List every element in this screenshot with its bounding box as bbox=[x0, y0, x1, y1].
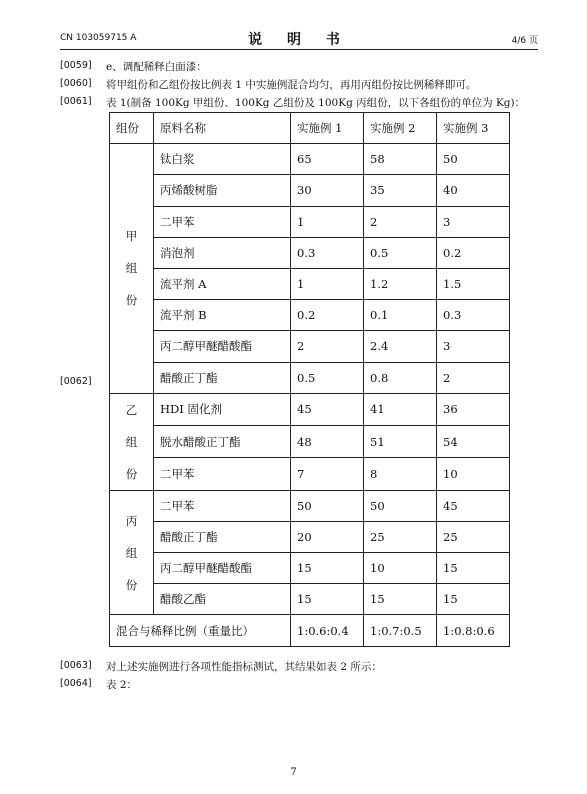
table-row bbox=[110, 458, 510, 490]
quantity-value: 1 bbox=[291, 268, 364, 299]
quantity-value: 54 bbox=[437, 426, 510, 458]
paragraph-number: [0063] bbox=[60, 660, 92, 671]
quantity-value: 2 bbox=[437, 362, 510, 393]
quantity-value: 40 bbox=[437, 175, 510, 206]
paragraph-number: [0060] bbox=[60, 78, 92, 89]
quantity-value: 10 bbox=[364, 553, 437, 584]
material-name: 钛白浆 bbox=[154, 144, 291, 175]
paragraph-number: [0064] bbox=[60, 678, 92, 689]
group-label-char: 甲 bbox=[125, 229, 138, 244]
quantity-value: 8 bbox=[364, 458, 437, 490]
quantity-value: 0.5 bbox=[291, 362, 364, 393]
quantity-value: 35 bbox=[364, 175, 437, 206]
column-header: 实施例 1 bbox=[291, 113, 364, 144]
quantity-value: 10 bbox=[437, 458, 510, 490]
group-label bbox=[110, 505, 153, 601]
paragraph-text: e、调配稀释白面漆： bbox=[106, 61, 207, 73]
table-row bbox=[110, 426, 510, 458]
material-name: 流平剂 A bbox=[154, 268, 291, 299]
quantity-value: 0.1 bbox=[364, 300, 437, 331]
quantity-value: 1.2 bbox=[364, 268, 437, 299]
quantity-value: 15 bbox=[364, 584, 437, 615]
table-row bbox=[110, 490, 510, 521]
paragraph-number: [0059] bbox=[60, 60, 92, 71]
quantity-value: 36 bbox=[437, 393, 510, 425]
column-header: 实施例 2 bbox=[364, 113, 437, 144]
column-header: 原料名称 bbox=[154, 113, 291, 144]
paragraph-text: 表 2： bbox=[106, 679, 138, 691]
material-name: 脱水醋酸正丁酯 bbox=[154, 426, 291, 458]
paragraph-text: 表 1(制备 100Kg 甲组份、100Kg 乙组份及 100Kg 丙组份，以下各组份的单位为 Kg)： bbox=[106, 97, 526, 109]
quantity-value: 51 bbox=[364, 426, 437, 458]
quantity-value: 25 bbox=[364, 521, 437, 552]
page-header bbox=[60, 27, 538, 50]
group-label-char: 丙 bbox=[125, 513, 138, 528]
document-title: 说 明 书 bbox=[248, 32, 350, 48]
quantity-value: 0.2 bbox=[437, 237, 510, 268]
group-label-char: 份 bbox=[125, 293, 138, 308]
quantity-value: 30 bbox=[291, 175, 364, 206]
quantity-value: 0.8 bbox=[364, 362, 437, 393]
table-row bbox=[110, 393, 510, 425]
table-row bbox=[110, 553, 510, 584]
quantity-value: 15 bbox=[291, 584, 364, 615]
table-row bbox=[110, 237, 510, 268]
formulation-table bbox=[109, 112, 510, 647]
page-number: 7 bbox=[290, 767, 297, 778]
material-name: 丙烯酸树脂 bbox=[154, 175, 291, 206]
table-row bbox=[110, 268, 510, 299]
material-name: 二甲苯 bbox=[154, 490, 291, 521]
material-name: HDI 固化剂 bbox=[154, 393, 291, 425]
quantity-value: 0.2 bbox=[291, 300, 364, 331]
quantity-value: 50 bbox=[437, 144, 510, 175]
paragraph-text: 对上述实施例进行各项性能指标测试，其结果如表 2 所示： bbox=[106, 661, 382, 673]
table-row bbox=[110, 175, 510, 206]
material-name: 醋酸正丁酯 bbox=[154, 521, 291, 552]
ratio-value: 1:0.8:0.6 bbox=[437, 615, 510, 646]
quantity-value: 3 bbox=[437, 206, 510, 237]
ratio-value: 1:0.6:0.4 bbox=[291, 615, 364, 646]
quantity-value: 25 bbox=[437, 521, 510, 552]
page-indicator: 4/6 页 bbox=[511, 36, 538, 46]
quantity-value: 15 bbox=[291, 553, 364, 584]
group-label-cell bbox=[110, 490, 154, 615]
material-name: 二甲苯 bbox=[154, 206, 291, 237]
ratio-value: 1:0.7:0.5 bbox=[364, 615, 437, 646]
quantity-value: 0.3 bbox=[437, 300, 510, 331]
paragraph-number: [0061] bbox=[60, 96, 92, 107]
ratio-label: 混合与稀释比例（重量比） bbox=[110, 615, 291, 646]
table-row bbox=[110, 144, 510, 175]
group-label-cell bbox=[110, 393, 154, 490]
quantity-value: 1 bbox=[291, 206, 364, 237]
material-name: 醋酸正丁酯 bbox=[154, 362, 291, 393]
table-row bbox=[110, 584, 510, 615]
column-header: 组份 bbox=[110, 113, 154, 144]
group-label bbox=[110, 220, 153, 316]
quantity-value: 48 bbox=[291, 426, 364, 458]
group-label-cell bbox=[110, 144, 154, 394]
group-label-char: 份 bbox=[125, 577, 138, 592]
table-row bbox=[110, 362, 510, 393]
material-name: 二甲苯 bbox=[154, 458, 291, 490]
paragraph-text: 将甲组份和乙组份按比例表 1 中实施例混合均匀，再用丙组份按比例稀释即可。 bbox=[106, 79, 477, 91]
quantity-value: 20 bbox=[291, 521, 364, 552]
quantity-value: 65 bbox=[291, 144, 364, 175]
table-row bbox=[110, 206, 510, 237]
quantity-value: 45 bbox=[291, 393, 364, 425]
quantity-value: 0.5 bbox=[364, 237, 437, 268]
material-name: 丙二醇甲醚醋酸酯 bbox=[154, 331, 291, 362]
quantity-value: 0.3 bbox=[291, 237, 364, 268]
material-name: 流平剂 B bbox=[154, 300, 291, 331]
quantity-value: 2 bbox=[364, 206, 437, 237]
group-label-char: 组 bbox=[125, 434, 138, 449]
table-row bbox=[110, 331, 510, 362]
quantity-value: 45 bbox=[437, 490, 510, 521]
quantity-value: 50 bbox=[291, 490, 364, 521]
group-label-char: 份 bbox=[125, 466, 138, 481]
paragraph-number: [0062] bbox=[60, 376, 92, 387]
quantity-value: 15 bbox=[437, 553, 510, 584]
group-label-char: 乙 bbox=[125, 402, 138, 417]
column-header: 实施例 3 bbox=[437, 113, 510, 144]
quantity-value: 1.5 bbox=[437, 268, 510, 299]
group-label bbox=[110, 394, 153, 490]
patent-number: CN 103059715 A bbox=[60, 33, 137, 43]
table-header-row bbox=[110, 113, 510, 144]
quantity-value: 58 bbox=[364, 144, 437, 175]
quantity-value: 50 bbox=[364, 490, 437, 521]
table-row bbox=[110, 300, 510, 331]
material-name: 消泡剂 bbox=[154, 237, 291, 268]
ratio-row bbox=[110, 615, 510, 646]
quantity-value: 2 bbox=[291, 331, 364, 362]
quantity-value: 7 bbox=[291, 458, 364, 490]
material-name: 醋酸乙酯 bbox=[154, 584, 291, 615]
quantity-value: 15 bbox=[437, 584, 510, 615]
quantity-value: 41 bbox=[364, 393, 437, 425]
group-label-char: 组 bbox=[125, 261, 138, 276]
group-label-char: 组 bbox=[125, 545, 138, 560]
material-name: 丙二醇甲醚醋酸酯 bbox=[154, 553, 291, 584]
table-row bbox=[110, 521, 510, 552]
quantity-value: 2.4 bbox=[364, 331, 437, 362]
quantity-value: 3 bbox=[437, 331, 510, 362]
